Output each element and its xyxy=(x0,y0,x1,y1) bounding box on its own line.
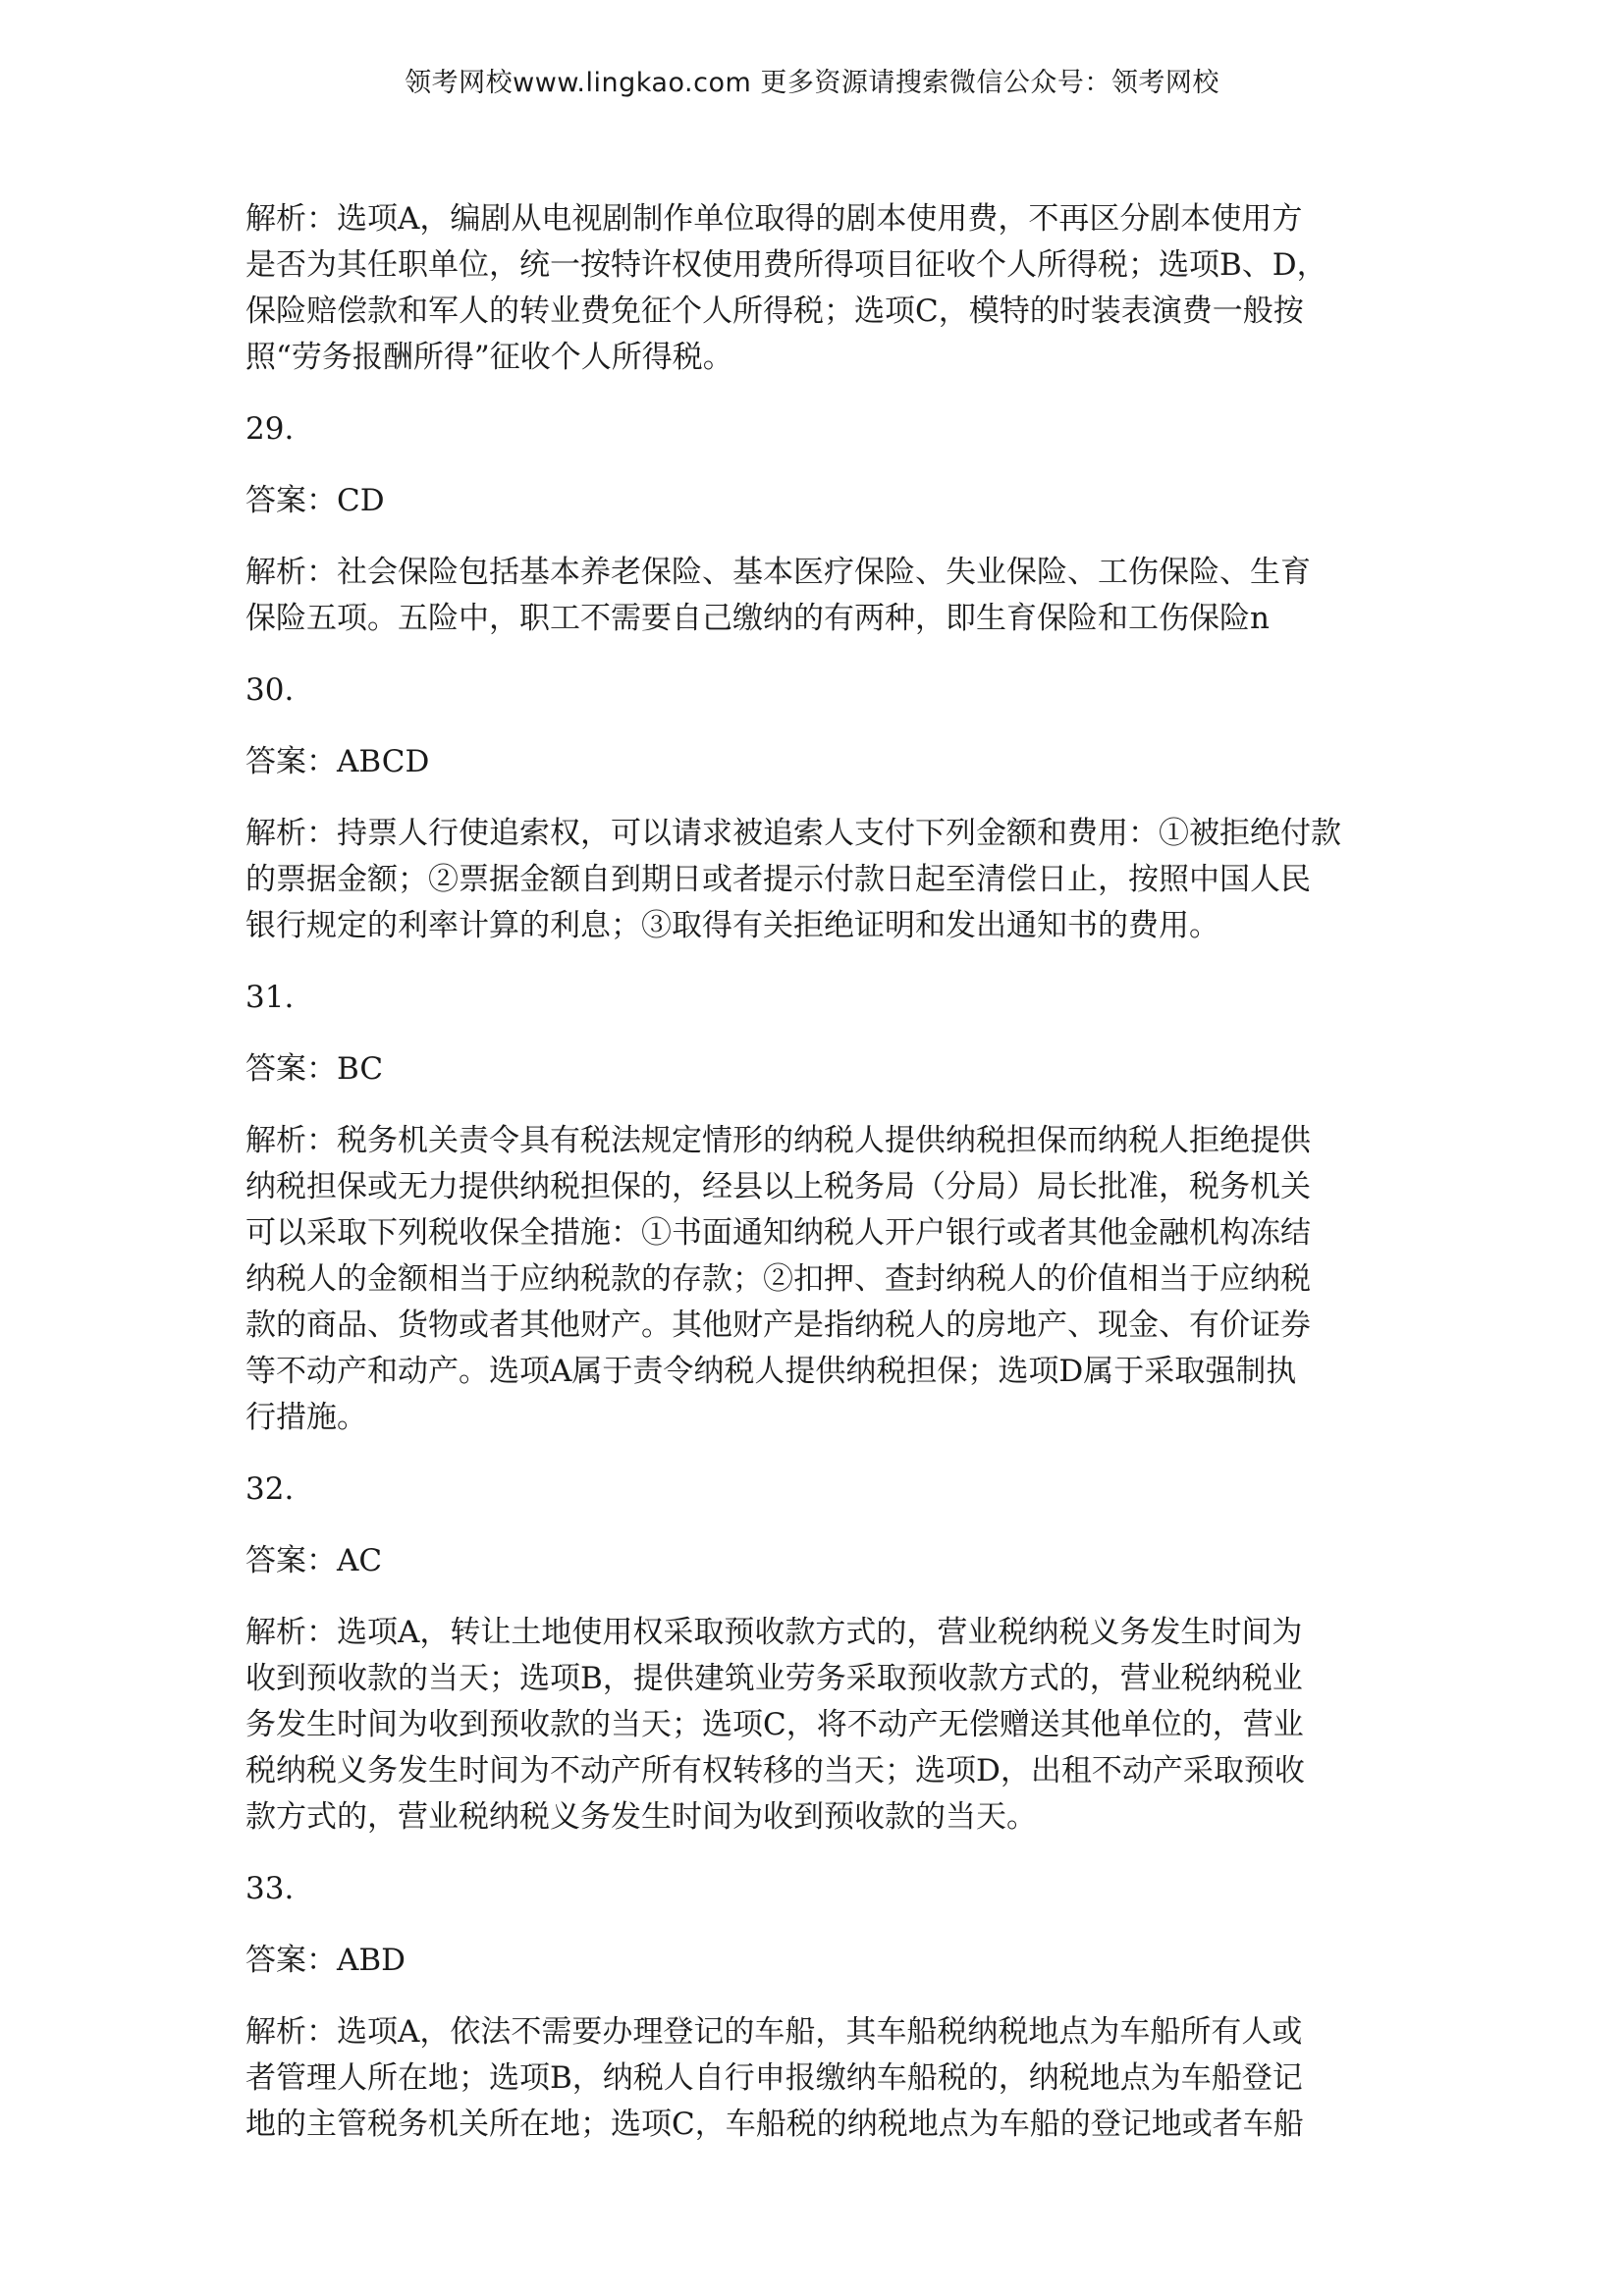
text-line: 解析：持票人行使追索权，可以请求被追索人支付下列金额和费用：①被拒绝付款 xyxy=(245,816,1341,851)
text-line: 款方式的，营业税纳税义务发生时间为收到预收款的当天。 xyxy=(245,1799,1037,1835)
question-number: 33. xyxy=(245,1871,295,1906)
text-line: 款的商品、货物或者其他财产。其他财产是指纳税人的房地产、现金、有价证券 xyxy=(245,1308,1311,1343)
text-line: 等不动产和动产。选项A属于责令纳税人提供纳税担保；选项D属于采取强制执 xyxy=(245,1354,1297,1389)
page-header: 领考网校www.lingkao.com 更多资源请搜索微信公众号：领考网校 xyxy=(405,68,1219,98)
text-line: 者管理人所在地；选项B，纳税人自行申报缴纳车船税的，纳税地点为车船登记 xyxy=(245,2060,1303,2096)
analysis-paragraph xyxy=(245,550,1384,642)
analysis-paragraph xyxy=(245,811,1384,949)
answer-line: 答案：BC xyxy=(245,1051,384,1087)
text-line: 可以采取下列税收保全措施：①书面通知纳税人开户银行或者其他金融机构冻结 xyxy=(245,1215,1311,1251)
text-line: 的票据金额；②票据金额自到期日或者提示付款日起至清偿日止，按照中国人民 xyxy=(245,862,1311,897)
text-line: 照“劳务报酬所得”征收个人所得税。 xyxy=(245,340,733,375)
answer-line: 答案：AC xyxy=(245,1543,383,1578)
text-line: 纳税人的金额相当于应纳税款的存款；②扣押、查封纳税人的价值相当于应纳税 xyxy=(245,1261,1311,1297)
text-line: 税纳税义务发生时间为不动产所有权转移的当天；选项D，出租不动产采取预收 xyxy=(245,1753,1305,1789)
text-line: 地的主管税务机关所在地；选项C，车船税的纳税地点为车船的登记地或者车船 xyxy=(245,2107,1304,2142)
answer-line: 答案：ABCD xyxy=(245,744,430,779)
text-line: 保险赔偿款和军人的转业费免征个人所得税；选项C，模特的时装表演费一般按 xyxy=(245,294,1304,329)
question-number: 30. xyxy=(245,672,295,708)
text-line: 是否为其任职单位，统一按特许权使用费所得项目征收个人所得税；选项B、D， xyxy=(245,247,1327,283)
text-line: 保险五项。五险中，职工不需要自己缴纳的有两种，即生育保险和工伤保险n xyxy=(245,601,1270,636)
analysis-paragraph xyxy=(245,1610,1384,1841)
text-line: 务发生时间为收到预收款的当天；选项C，将不动产无偿赠送其他单位的，营业 xyxy=(245,1707,1304,1742)
question-number: 32. xyxy=(245,1471,295,1507)
question-number: 31. xyxy=(245,980,295,1015)
text-line: 纳税担保或无力提供纳税担保的，经县以上税务局（分局）局长批准，税务机关 xyxy=(245,1169,1311,1204)
text-line: 行措施。 xyxy=(245,1400,367,1435)
analysis-paragraph xyxy=(245,1118,1384,1441)
text-line: 解析：选项A，转让土地使用权采取预收款方式的，营业税纳税义务发生时间为 xyxy=(245,1615,1303,1650)
text-line: 解析：社会保险包括基本养老保险、基本医疗保险、失业保险、工伤保险、生育 xyxy=(245,555,1311,590)
text-line: 解析：税务机关责令具有税法规定情形的纳税人提供纳税担保而纳税人拒绝提供 xyxy=(245,1123,1311,1158)
text-line: 银行规定的利率计算的利息；③取得有关拒绝证明和发出通知书的费用。 xyxy=(245,908,1219,943)
text-line: 解析：选项A，依法不需要办理登记的车船，其车船税纳税地点为车船所有人或 xyxy=(245,2014,1303,2050)
analysis-paragraph xyxy=(245,196,1384,381)
document-body xyxy=(245,196,1384,2173)
text-line: 收到预收款的当天；选项B，提供建筑业劳务采取预收款方式的，营业税纳税业 xyxy=(245,1661,1303,1696)
question-number: 29. xyxy=(245,411,295,447)
answer-line: 答案：CD xyxy=(245,483,385,518)
text-line: 解析：选项A，编剧从电视剧制作单位取得的剧本使用费，不再区分剧本使用方 xyxy=(245,201,1303,237)
answer-line: 答案：ABD xyxy=(245,1943,406,1978)
analysis-paragraph xyxy=(245,2009,1384,2148)
